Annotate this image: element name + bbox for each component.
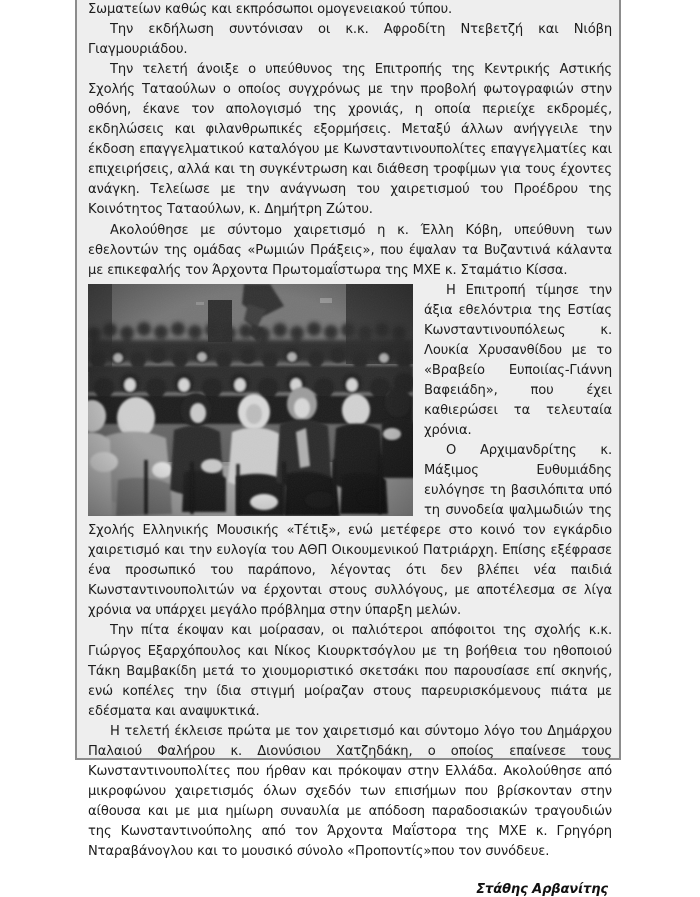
article-body <box>88 0 612 897</box>
byline-row <box>88 878 612 897</box>
paragraph-5: Η Επιτροπή τίμησε την άξια εθελόντρια της Εστίας Κωνσταντινουπόλεως κ. Λουκία Χρυσανθίδου με το «Βραβείο Ευποιίας-Γιάννη Βαφειάδη», που έχει καθιερώσει τα τελευταία χρόνια. <box>424 282 612 438</box>
paragraph-8: Η τελετή έκλεισε πρώτα με τον χαιρετισμό και σύντομο λόγο του Δημάρχου Παλαιού Φαλήρου κ. Διονύσιου Χατζηδάκη, ο οποίος επαίνεσε τους Κωνσταντινουπολίτες που ήρθαν και πρόκοψαν στην Ελλάδα. Ακολούθησε από μικροφώνου χαιρετισμός όλων σχεδόν των επισήμων που βρίσκονταν στην αίθουσα και με μια ημίωρη συναυλία με απόδοση παραδοσιακών τραγουδιών της Κωνσταντινούπολης από τον Άρχοντα Μαΐστορα της ΜΧΕ κ. Γρηγόρη Νταραβάνογλου και το μουσικό σύνολο «Προποντίς»που τον συνόδευε. <box>88 723 612 859</box>
article-photo-figure <box>88 284 413 516</box>
paragraph-7: Την πίτα έκοψαν και μοίρασαν, οι παλιότεροι απόφοιτοι της σχολής κ.κ. Γιώργος Εξαρχόπουλος και Νίκος Κιουρκτσόγλου με τη βοήθεια του ηθοποιού Τάκη Βαμβακίδη μετά το χιουμοριστικό σκετσάκι που παρουσίασε επί σκηνής, ενώ κοπέλες την ίδια στιγμή μοίραζαν στους παρευρισκόμενους πιάτα με εδέσματα και αναψυκτικά. <box>88 623 612 719</box>
paragraph-3: Την τελετή άνοιξε ο υπεύθυνος της Επιτροπής της Κεντρικής Αστικής Σχολής Ταταούλων ο οποίος συγχρόνως με την προβολή φωτογραφιών στην οθόνη, έκανε τον απολογισμό της χρονιάς, η οποία περιείχε εκδρομές, εκδηλώσεις και φιλανθρωπικές εξορμήσεις. Μεταξύ άλλων ανήγγειλε την έκδοση επαγγελματικού καταλόγου με Κωνσταντινουπολίτες επαγγελματίες και επιχειρήσεις, αλλά και τη συγκέντρωση και διάθεση τροφίμων για τους έχοντες ανάγκη. Τελείωσε με την ανάγνωση του χαιρετισμού του Προέδρου της Κοινότητος Ταταούλων, κ. Δημήτρη Ζώτου. <box>88 62 612 218</box>
audience-photo <box>88 284 413 516</box>
paragraph-2: Την εκδήλωση συντόνισαν οι κ.κ. Αφροδίτη Ντεβετζή και Νιόβη Γιαγμουριάδου. <box>88 22 612 58</box>
paragraph-4: Ακολούθησε με σύντομο χαιρετισμό η κ. Έλλη Κόβη, υπεύθυνη των εθελοντών της ομάδας «Ρωμιών Πράξεις», που έψαλαν τα Βυζαντινά κάλαντα με επικεφαλής τον Άρχοντα Πρωτομαΐστωρα της ΜΧΕ κ. Σταμάτιο Κίσσα. <box>88 222 612 278</box>
paragraph-1: Σωματείων καθώς και εκπρόσωποι ομογενειακού τύπου. <box>88 2 453 17</box>
author-byline: Στάθης Αρβανίτης <box>476 882 608 897</box>
paragraph-6: Ο Αρχιμανδρίτης κ. Μάξιμος Ευθυμιάδης ευλόγησε τη βασιλόπιτα υπό τη συνοδεία ψαλμωδιών της Σχολής Ελληνικής Μουσικής «Τέτιξ», ενώ μετέφερε στο κοινό τον εγκάρδιο χαιρετισμό και την ευλογία του ΑΘΠ Οικουμενικού Πατριάρχη. Επίσης εξέφρασε ένα προσωπικό του παράπονο, λέγοντας ότι δεν βλέπει νέα παιδιά Κωνσταντινουπολιτών να έρχονται στους συλλόγους, με αποτέλεσμα σε λίγα χρόνια να υπάρχει μεγάλο πρόβλημα στην ύπαρξη μελών. <box>88 443 612 619</box>
article-page <box>75 0 621 897</box>
